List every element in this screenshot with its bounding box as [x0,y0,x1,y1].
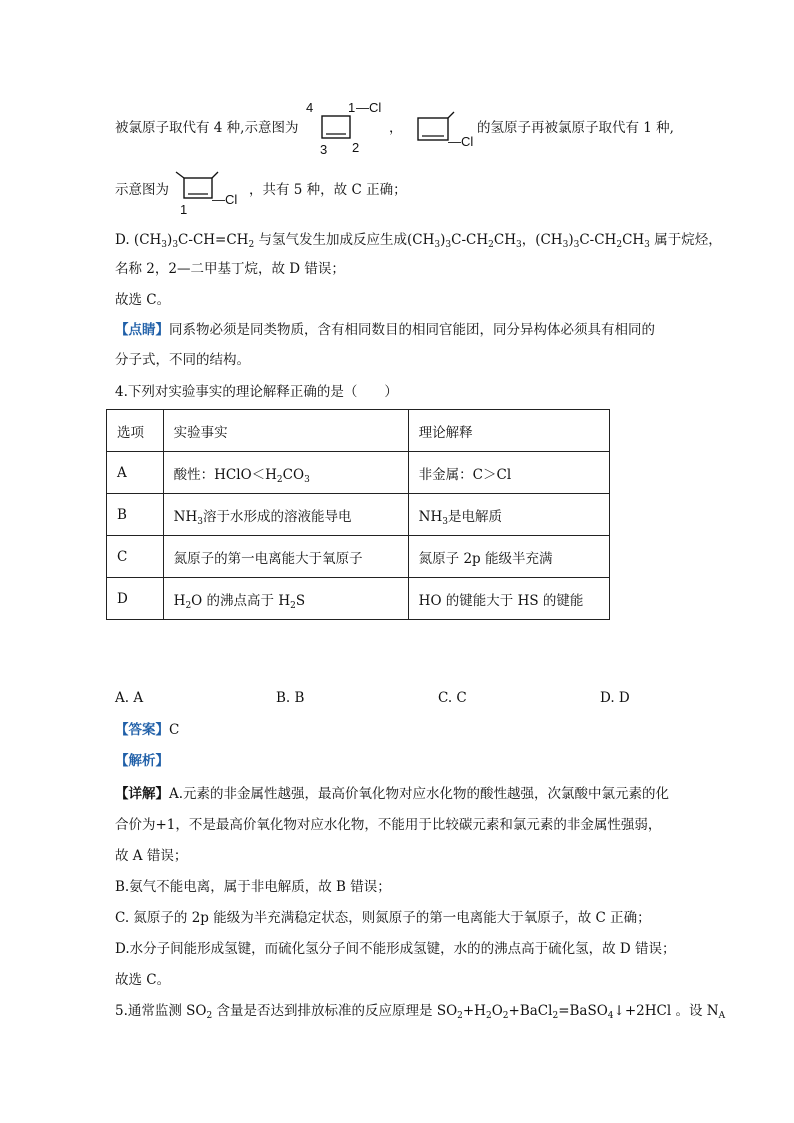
cyclobutene-diagram-3 [172,164,248,221]
row-c-fact: 氮原子的第一电离能大于氧原子 [163,536,408,578]
para1-comma: ， [389,120,403,136]
detail-line-a2: 合价为+1，不是最高价氧化物对应水化物，不能用于比较碳元素和氯元素的非金属性强弱， [115,817,662,833]
para2-text-a: 示意图为 [115,182,169,198]
diagram1-label-4: 4 [306,100,314,115]
row-a-option: A [107,452,164,494]
diagram2-label-cl: —Cl [448,134,474,149]
table-row [107,452,610,494]
header-option: 选项 [107,410,164,452]
row-a-fact: 酸性：$HClO<H_2CO_3$ [163,452,408,494]
choice-a: A. A [115,690,144,706]
paraD-line3: 故选 C。 [115,292,171,308]
q5-stem: 5.通常监测 $SO_2$ 含量是否达到排放标准的反应原理是 $SO_2+H_2O_2+BaCl_2=BaSO_4↓+2HCl$ 。设 $N_A$ [115,1003,726,1021]
detail-line-a1: 【详解】A.元素的非金属性越强，最高价氧化物对应水化物的酸性越强，次氯酸中氯元素的化 [115,786,670,802]
diagram3-label-1: 1 [180,202,188,217]
analysis-label: 【解析】 [115,753,169,769]
cyclobutene-diagram-3-svg [172,164,248,218]
answer-label: 【答案】 [115,722,169,738]
row-b-explanation: $NH_3$是电解质 [408,494,609,536]
answer-line [115,720,179,740]
q4-stem: 4.下列对实验事实的理论解释正确的是（ ） [115,384,398,400]
analysis-line [115,751,169,771]
cyclobutene-diagram-2-svg [410,108,474,152]
paraD-line1: D. $(CH_3)_3C-CH=CH_2$ 与氢气发生加成反应生成$(CH_3)_3C-CH_2CH_3$，$(CH_3)_3C-CH_2CH_3$ 属于烷烃， [115,232,722,250]
cyclobutene-diagram-1-svg [304,98,384,158]
choice-d: D. D [600,690,630,706]
answer-value: C [169,722,180,738]
row-d-option: D [107,578,164,620]
para1-text-b: 的氢原子再被氯原子取代有 1 种, [477,120,674,136]
tip-label: 【点睛】 [115,322,169,338]
header-fact: 实验事实 [163,410,408,452]
detail-line-a3: 故 A 错误； [115,848,188,864]
header-explanation: 理论解释 [408,410,609,452]
detail-line-b: B.氨气不能电离，属于非电解质，故 B 错误； [115,879,391,895]
diagram1-label-cl: —Cl [356,100,382,115]
row-d-explanation: HO 的键能大于 HS 的键能 [408,578,609,620]
diagram1-label-3: 3 [320,142,328,157]
paraD-line2: 名称 2，2—二甲基丁烷，故 D 错误； [115,261,345,277]
detail-label: 【详解】 [115,786,169,802]
row-d-fact: $H_2O$ 的沸点高于 $H_2S$ [163,578,408,620]
q4-options-table [106,409,610,620]
para1-text-a: 被氯原子取代有 4 种,示意图为 [115,120,299,136]
table-row [107,494,610,536]
row-b-fact: $NH_3$溶于水形成的溶液能导电 [163,494,408,536]
para2-text-b: ，共有 5 种，故 C 正确； [249,182,407,198]
tip-line2: 分子式，不同的结构。 [115,352,250,368]
detail-conclusion: 故选 C。 [115,972,171,988]
row-c-explanation: 氮原子 2p 能级半充满 [408,536,609,578]
row-a-explanation: 非金属：C＞Cl [408,452,609,494]
table-row [107,536,610,578]
detail-line-c: C. 氮原子的 2p 能级为半充满稳定状态，则氮原子的第一电离能大于氧原子，故 C 正确； [115,910,651,926]
diagram3-label-cl: —Cl [212,192,238,207]
detail-line-d: D.水分子间能形成氢键，而硫化氢分子间不能形成氢键，水的的沸点高于硫化氢，故 D 错误； [115,941,676,957]
table-header-row [107,410,610,452]
row-b-option: B [107,494,164,536]
choice-c: C. C [438,690,467,706]
tip-line1: 【点睛】同系物必须是同类物质，含有相同数目的相同官能团，同分异构体必须具有相同的 [115,322,655,338]
cyclobutene-diagram-1 [304,98,384,161]
cyclobutene-diagram-2 [410,108,474,155]
diagram1-label-1: 1 [348,100,356,115]
table-row [107,578,610,620]
choice-b: B. B [276,690,305,706]
diagram1-label-2: 2 [352,140,360,155]
row-c-option: C [107,536,164,578]
